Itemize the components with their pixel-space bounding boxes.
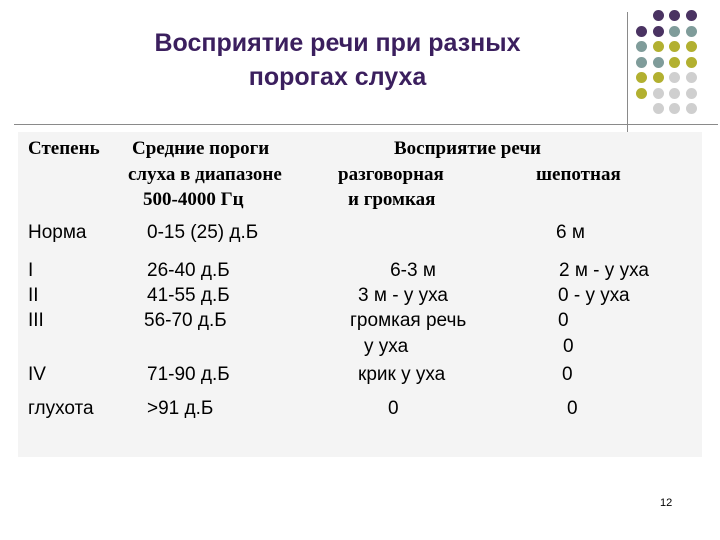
header-spoken-line-1: разговорная xyxy=(338,164,444,185)
decorative-dot xyxy=(686,72,697,83)
slide-title xyxy=(110,26,565,94)
decorative-dot xyxy=(686,103,697,114)
decorative-dot xyxy=(636,57,647,68)
decorative-dot xyxy=(653,41,664,52)
decorative-dot xyxy=(669,103,680,114)
page-number: 12 xyxy=(660,497,673,509)
row-degree-i: I xyxy=(28,260,34,281)
row-i-threshold: 26-40 д.Б xyxy=(147,260,230,281)
row-spoken-line-4: у уха xyxy=(364,336,409,357)
decorative-dot xyxy=(636,41,647,52)
row-deaf-spoken: 0 xyxy=(388,398,399,419)
slide-title-line-2: порогах слуха xyxy=(248,63,427,91)
decorative-dot xyxy=(669,57,680,68)
row-ii-threshold: 41-55 д.Б xyxy=(147,285,230,306)
slide-title-line-1: Восприятие речи при разных xyxy=(154,29,521,57)
row-iv-threshold: 71-90 д.Б xyxy=(147,364,230,385)
decorative-dot xyxy=(669,26,680,37)
decorative-dot xyxy=(669,41,680,52)
row-iv-degree: IV xyxy=(28,364,46,385)
decorative-dot-grid xyxy=(636,10,720,120)
row-norm-degree: Норма xyxy=(28,222,87,243)
row-iii-threshold: 56-70 д.Б xyxy=(144,310,227,331)
row-norm-threshold: 0-15 (25) д.Б xyxy=(147,222,259,243)
row-deaf-degree: глухота xyxy=(28,398,94,419)
header-thresholds-line-3: 500-4000 Гц xyxy=(143,189,244,210)
decorative-dot xyxy=(636,26,647,37)
header-thresholds-line-1: Средние пороги xyxy=(132,138,270,159)
header-whisper: шепотная xyxy=(536,164,621,185)
decorative-dot xyxy=(686,26,697,37)
decorative-dot xyxy=(669,88,680,99)
decorative-dot xyxy=(653,26,664,37)
decorative-dot xyxy=(653,57,664,68)
decorative-dot xyxy=(653,88,664,99)
row-deaf-whisper: 0 xyxy=(567,398,578,419)
row-whisper-line-4: 0 xyxy=(563,336,574,357)
decorative-dot xyxy=(669,10,680,21)
decorative-dot xyxy=(636,72,647,83)
row-degree-iii: III xyxy=(28,310,44,331)
row-whisper-line-1: 2 м - у уха xyxy=(559,260,649,281)
vertical-divider xyxy=(627,12,628,132)
row-degree-ii: II xyxy=(28,285,39,306)
row-whisper-line-3: 0 xyxy=(558,310,569,331)
row-spoken-line-3: громкая речь xyxy=(350,310,467,331)
row-iv-spoken: крик у уха xyxy=(358,364,446,385)
decorative-dot xyxy=(653,103,664,114)
row-spoken-line-1: 6-3 м xyxy=(390,260,436,281)
row-spoken-line-2: 3 м - у уха xyxy=(358,285,448,306)
decorative-dot xyxy=(636,88,647,99)
decorative-dot xyxy=(686,41,697,52)
decorative-dot xyxy=(669,72,680,83)
header-perception: Восприятие речи xyxy=(394,138,541,159)
header-degree: Степень xyxy=(28,138,100,159)
decorative-dot xyxy=(686,88,697,99)
header-thresholds-line-2: слуха в диапазоне xyxy=(128,164,282,185)
header-spoken-line-2: и громкая xyxy=(348,189,436,210)
horizontal-divider xyxy=(14,124,718,125)
row-iv-whisper: 0 xyxy=(562,364,573,385)
decorative-dot xyxy=(653,72,664,83)
row-norm-whisper: 6 м xyxy=(556,222,585,243)
decorative-dot xyxy=(653,10,664,21)
decorative-dot xyxy=(686,57,697,68)
row-whisper-line-2: 0 - у уха xyxy=(558,285,630,306)
row-deaf-threshold: >91 д.Б xyxy=(147,398,214,419)
decorative-dot xyxy=(686,10,697,21)
